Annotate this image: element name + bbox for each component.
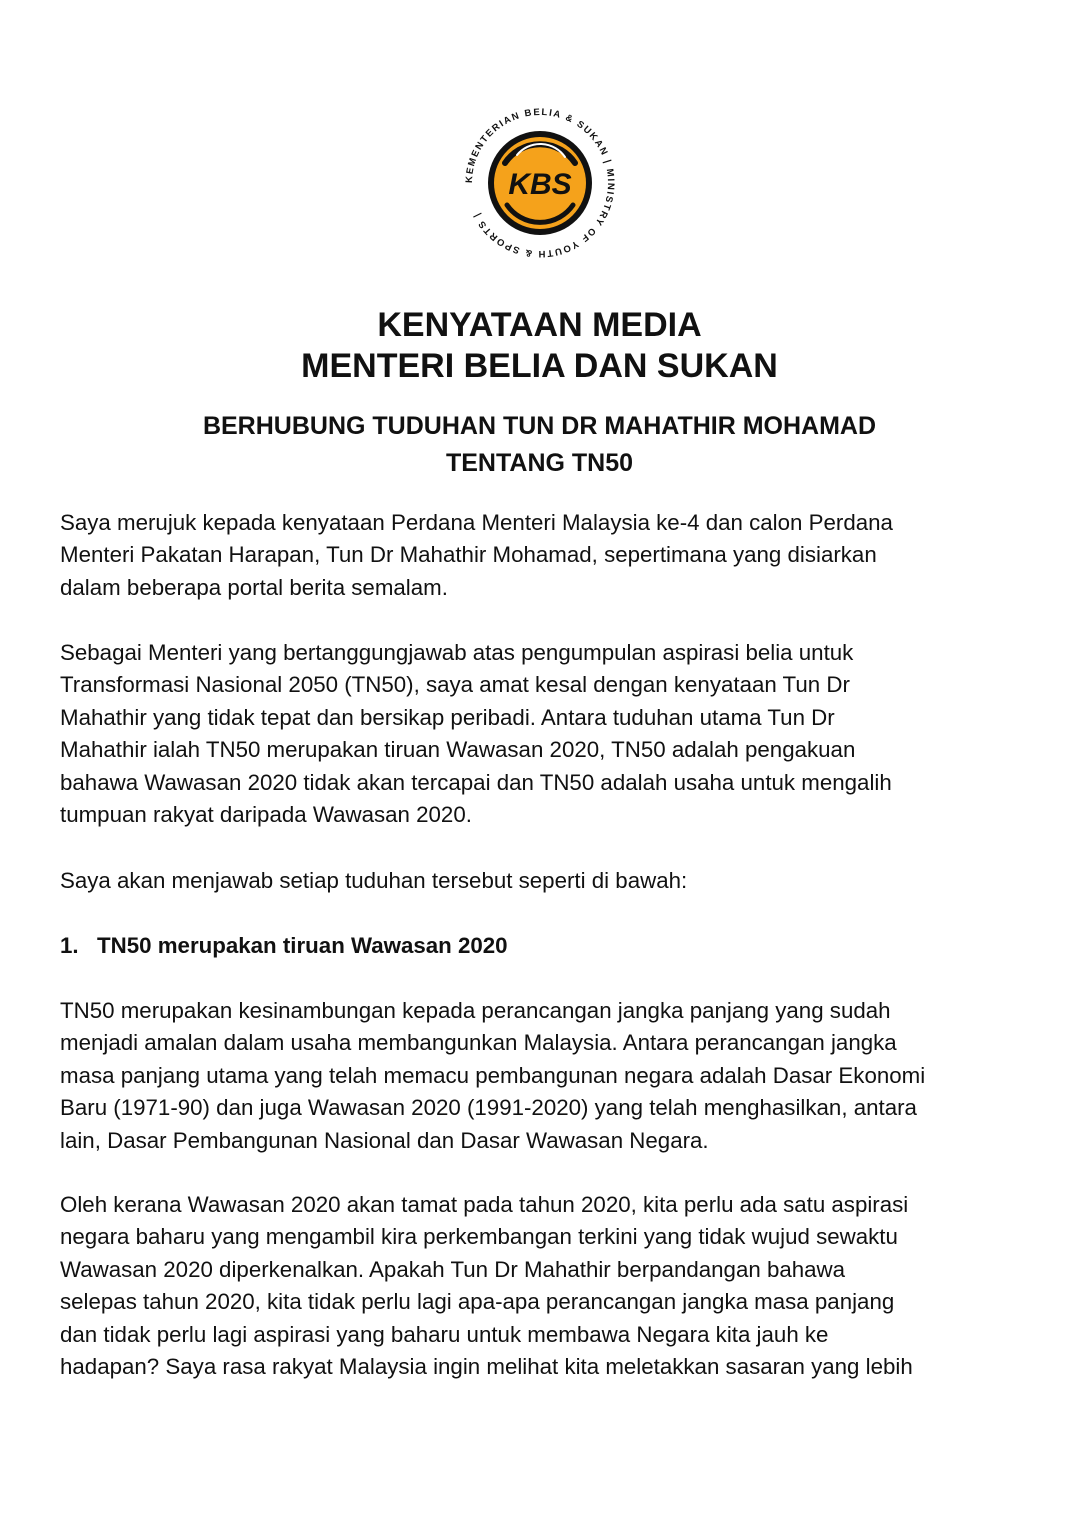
text-line: masa panjang utama yang telah memacu pembangunan negara adalah Dasar Ekonomi: [60, 1062, 926, 1088]
paragraph-context: [60, 637, 1020, 831]
text-line: lain, Dasar Pembangunan Nasional dan Dasar Wawasan Negara.: [60, 1127, 709, 1153]
text-line: selepas tahun 2020, kita tidak perlu lagi apa-apa perancangan jangka masa panjang: [60, 1289, 895, 1315]
logo-center-text: KBS: [508, 168, 572, 201]
paragraph-section1-a: [60, 995, 1020, 1157]
page-title-line1: KENYATAAN MEDIA: [377, 306, 702, 344]
text-line: dalam beberapa portal berita semalam.: [60, 574, 448, 600]
text-line: negara baharu yang mengambil kira perkembangan terkini yang tidak wujud sewaktu: [60, 1224, 898, 1250]
text-line: Mahathir ialah TN50 merupakan tiruan Wawasan 2020, TN50 adalah pengakuan: [60, 737, 856, 763]
section-heading-text: TN50 merupakan tiruan Wawasan 2020: [97, 933, 508, 958]
text-line: Oleh kerana Wawasan 2020 akan tamat pada tahun 2020, kita perlu ada satu aspirasi: [60, 1192, 909, 1217]
text-line: Transformasi Nasional 2050 (TN50), saya amat kesal dengan kenyataan Tun Dr: [60, 672, 850, 698]
text-line: bahawa Wawasan 2020 tidak akan tercapai dan TN50 adalah usaha untuk mengalih: [60, 769, 892, 795]
paragraph-intro: [60, 507, 1020, 604]
text-line: Menteri Pakatan Harapan, Tun Dr Mahathir Mohamad, sepertimana yang disiarkan: [60, 542, 877, 568]
logo-ring-text: KEMENTERIAN BELIA & SUKAN | MINISTRY OF YOUTH & SPORTS |: [463, 106, 617, 260]
text-line: hadapan? Saya rasa rakyat Malaysia ingin melihat kita meletakkan sasaran yang lebih: [60, 1354, 913, 1380]
text-line: Mahathir yang tidak tepat dan bersikap peribadi. Antara tuduhan utama Tun Dr: [60, 704, 835, 730]
text-line: Sebagai Menteri yang bertanggungjawab atas pengumpulan aspirasi belia untuk: [60, 640, 854, 665]
text-line: TN50 merupakan kesinambungan kepada perancangan jangka panjang yang sudah: [60, 998, 891, 1023]
paragraph-response-intro: [60, 865, 1020, 897]
text-line: dan tidak perlu lagi aspirasi yang baharu untuk membawa Negara kita jauh ke: [60, 1321, 829, 1347]
text-line: Saya akan menjawab setiap tuduhan tersebut seperti di bawah:: [60, 868, 688, 893]
page-subtitle-line2: TENTANG TN50: [445, 449, 634, 477]
kbs-seal-icon: [447, 103, 633, 263]
section-number: 1.: [60, 933, 79, 958]
text-line: Saya merujuk kepada kenyataan Perdana Menteri Malaysia ke-4 dan calon Perdana: [60, 510, 893, 535]
page-title-line2: MENTERI BELIA DAN SUKAN: [301, 347, 778, 385]
page-subtitle-line1: BERHUBUNG TUDUHAN TUN DR MAHATHIR MOHAMAD: [202, 412, 877, 440]
paragraph-section1-b: [60, 1189, 1020, 1383]
text-line: menjadi amalan dalam usaha membangunkan Malaysia. Antara perancangan jangka: [60, 1030, 897, 1056]
text-line: Wawasan 2020 diperkenalkan. Apakah Tun Dr Mahathir berpandangan bahawa: [60, 1256, 846, 1282]
kbs-logo: [447, 103, 633, 263]
text-line: tumpuan rakyat daripada Wawasan 2020.: [60, 802, 472, 828]
text-line: Baru (1971-90) dan juga Wawasan 2020 (1991-2020) yang telah menghasilkan, antara: [60, 1095, 917, 1121]
section-heading-1: [60, 930, 508, 962]
